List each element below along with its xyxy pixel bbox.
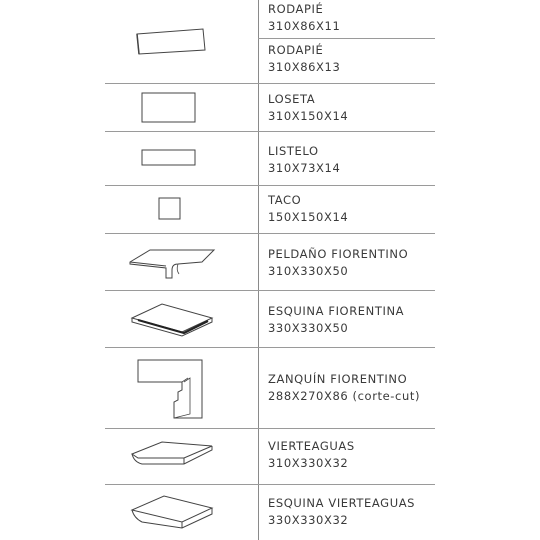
column-divider bbox=[258, 0, 259, 540]
corner-step-icon bbox=[128, 300, 216, 338]
item-label bbox=[268, 303, 404, 337]
item-size: 330X330X32 bbox=[268, 513, 349, 527]
item-size: 310X73X14 bbox=[268, 161, 341, 175]
rectangle-tile-icon bbox=[141, 92, 197, 124]
item-name: TACO bbox=[268, 193, 302, 207]
item-name: RODAPIÉ bbox=[268, 2, 324, 16]
item-name: VIERTEAGUAS bbox=[268, 439, 355, 453]
item-label bbox=[268, 1, 340, 35]
item-label bbox=[268, 495, 415, 529]
item-label bbox=[268, 143, 340, 177]
row-divider bbox=[105, 83, 435, 84]
row-divider bbox=[105, 428, 435, 429]
row-divider bbox=[105, 185, 435, 186]
item-name: ESQUINA FIORENTINA bbox=[268, 304, 405, 318]
item-size: 310X86X11 bbox=[268, 19, 341, 33]
item-name: ESQUINA VIERTEAGUAS bbox=[268, 496, 416, 510]
row-divider bbox=[105, 290, 435, 291]
corner-windowsill-icon bbox=[128, 492, 216, 532]
step-bullnose-icon bbox=[126, 240, 218, 284]
item-name: LISTELO bbox=[268, 144, 319, 158]
row-divider bbox=[105, 347, 435, 348]
row-divider bbox=[258, 38, 435, 39]
item-size: 288X270X86 (corte-cut) bbox=[268, 389, 421, 403]
item-label bbox=[268, 91, 348, 125]
square-tile-icon bbox=[158, 197, 182, 221]
stair-skirting-icon bbox=[136, 356, 208, 422]
item-size: 310X330X50 bbox=[268, 264, 349, 278]
item-label bbox=[268, 438, 355, 472]
item-size: 310X330X32 bbox=[268, 456, 349, 470]
row-divider bbox=[105, 484, 435, 485]
item-label bbox=[268, 42, 340, 76]
row-divider bbox=[105, 233, 435, 234]
item-name: PELDAÑO FIORENTINO bbox=[268, 247, 409, 261]
item-name: ZANQUÍN FIORENTINO bbox=[268, 372, 408, 386]
narrow-rectangle-icon bbox=[141, 149, 197, 167]
windowsill-icon bbox=[128, 436, 216, 474]
item-size: 310X86X13 bbox=[268, 60, 341, 74]
item-size: 310X150X14 bbox=[268, 109, 349, 123]
item-size: 150X150X14 bbox=[268, 210, 349, 224]
item-label bbox=[268, 371, 420, 405]
item-label bbox=[268, 192, 348, 226]
item-name: LOSETA bbox=[268, 92, 316, 106]
rodapie-strip-icon bbox=[135, 26, 207, 56]
item-label bbox=[268, 246, 408, 280]
item-name: RODAPIÉ bbox=[268, 43, 324, 57]
item-size: 330X330X50 bbox=[268, 321, 349, 335]
row-divider bbox=[105, 131, 435, 132]
